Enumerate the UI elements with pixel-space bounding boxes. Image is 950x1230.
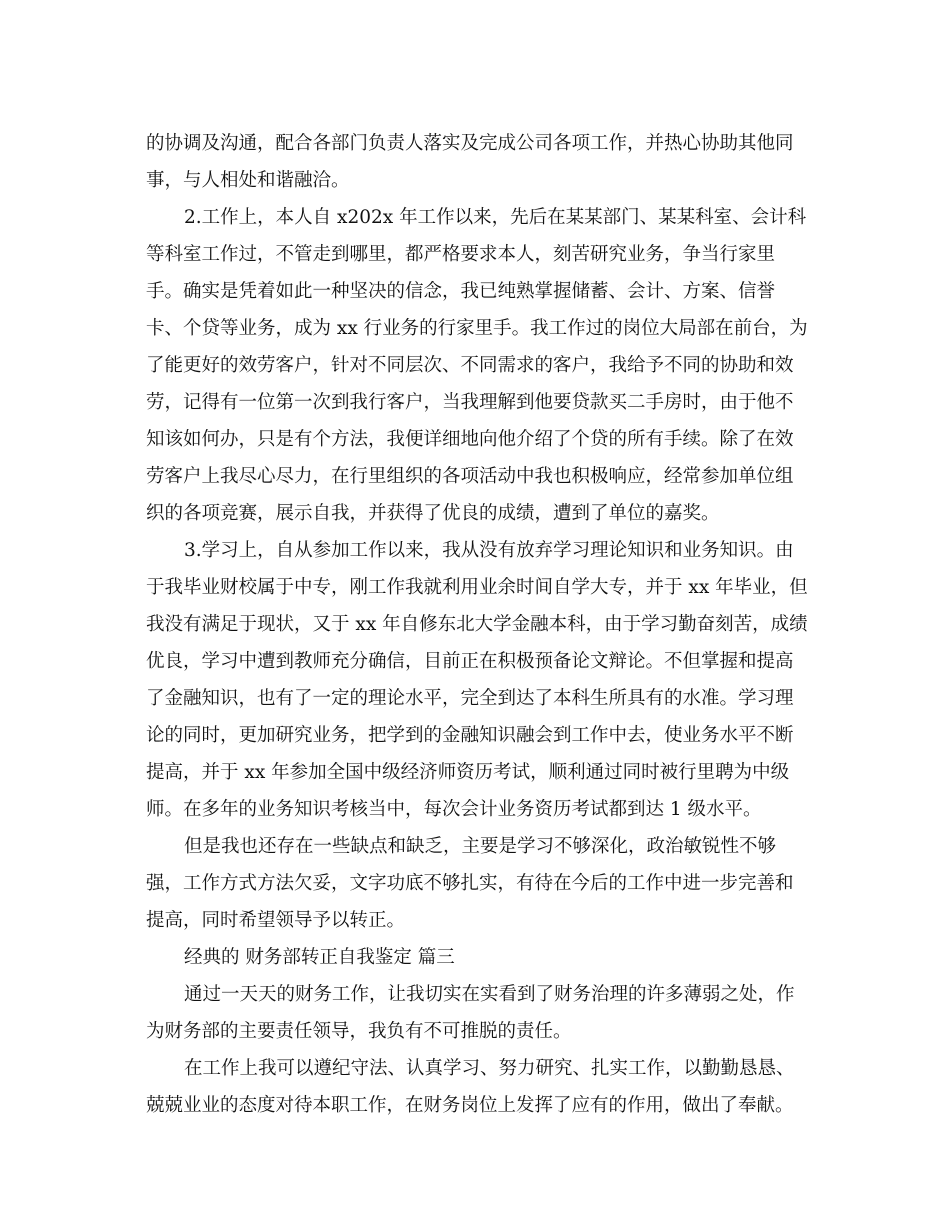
text-line: 2.工作上，本人自 x202x 年工作以来，先后在某某部门、某某科室、会计科 xyxy=(184,207,807,228)
text-line: 提高，并于 xx 年参加全国中级经济师资历考试，顺利通过同时被行里聘为中级 xyxy=(146,762,790,783)
text-line: 在工作上我可以遵纪守法、认真学习、努力研究、扎实工作，以勤勤恳恳、 xyxy=(184,1058,795,1079)
text-line: 我没有满足于现状，又于 xx 年自修东北大学金融本科，由于学习勤奋刻苦，成绩 xyxy=(146,614,808,635)
text-line: 了能更好的效劳客户，针对不同层次、不同需求的客户，我给予不同的协助和效 xyxy=(146,355,794,376)
text-line: 知该如何办，只是有个方法，我便详细地向他介绍了个贷的所有手续。除了在效 xyxy=(146,429,794,450)
text-line: 卡、个贷等业务，成为 xx 行业务的行家里手。我工作过的岗位大局部在前台，为 xyxy=(146,318,808,339)
text-line: 织的各项竞赛，展示自我，并获得了优良的成绩，遭到了单位的嘉奖。 xyxy=(146,503,720,524)
text-line: 兢兢业业的态度对待本职工作，在财务岗位上发挥了应有的作用，做出了奉献。 xyxy=(146,1095,794,1116)
text-line: 3.学习上，自从参加工作以来，我从没有放弃学习理论知识和业务知识。由 xyxy=(184,540,794,561)
text-line: 但是我也还存在一些缺点和缺乏，主要是学习不够深化，政治敏锐性不够 xyxy=(184,836,777,857)
text-line: 师。在多年的业务知识考核当中，每次会计业务资历考试都到达 1 级水平。 xyxy=(146,799,762,820)
text-line: 于我毕业财校属于中专，刚工作我就利用业余时间自学大专，并于 xx 年毕业，但 xyxy=(146,577,808,598)
text-line: 等科室工作过，不管走到哪里，都严格要求本人，刻苦研究业务，争当行家里 xyxy=(146,244,776,265)
text-line: 优良，学习中遭到教师充分确信，目前正在积极预备论文辩论。不但掌握和提高 xyxy=(146,651,794,672)
text-line: 论的同时，更加研究业务，把学到的金融知识融会到工作中去，使业务水平不断 xyxy=(146,725,794,746)
text-line: 提高，同时希望领导予以转正。 xyxy=(146,910,406,931)
text-line: 的协调及沟通，配合各部门负责人落实及完成公司各项工作，并热心协助其他同 xyxy=(146,133,794,154)
text-line: 劳客户上我尽心尽力，在行里组织的各项活动中我也积极响应，经常参加单位组 xyxy=(146,466,794,487)
section-heading: 经典的 财务部转正自我鉴定 篇三 xyxy=(184,947,455,968)
text-line: 手。确实是凭着如此一种坚决的信念，我已纯熟掌握储蓄、会计、方案、信誉 xyxy=(146,281,776,302)
text-line: 通过一天天的财务工作，让我切实在实看到了财务治理的许多薄弱之处，作 xyxy=(184,984,795,1005)
text-line: 为财务部的主要责任领导，我负有不可推脱的责任。 xyxy=(146,1021,572,1042)
text-line: 了金融知识，也有了一定的理论水平，完全到达了本科生所具有的水准。学习理 xyxy=(146,688,794,709)
text-line: 强，工作方式方法欠妥，文字功底不够扎实，有待在今后的工作中进一步完善和 xyxy=(146,873,794,894)
text-line: 劳，记得有一位第一次到我行客户，当我理解到他要贷款买二手房时，由于他不 xyxy=(146,392,794,413)
text-line: 事，与人相处和谐融洽。 xyxy=(146,170,350,191)
